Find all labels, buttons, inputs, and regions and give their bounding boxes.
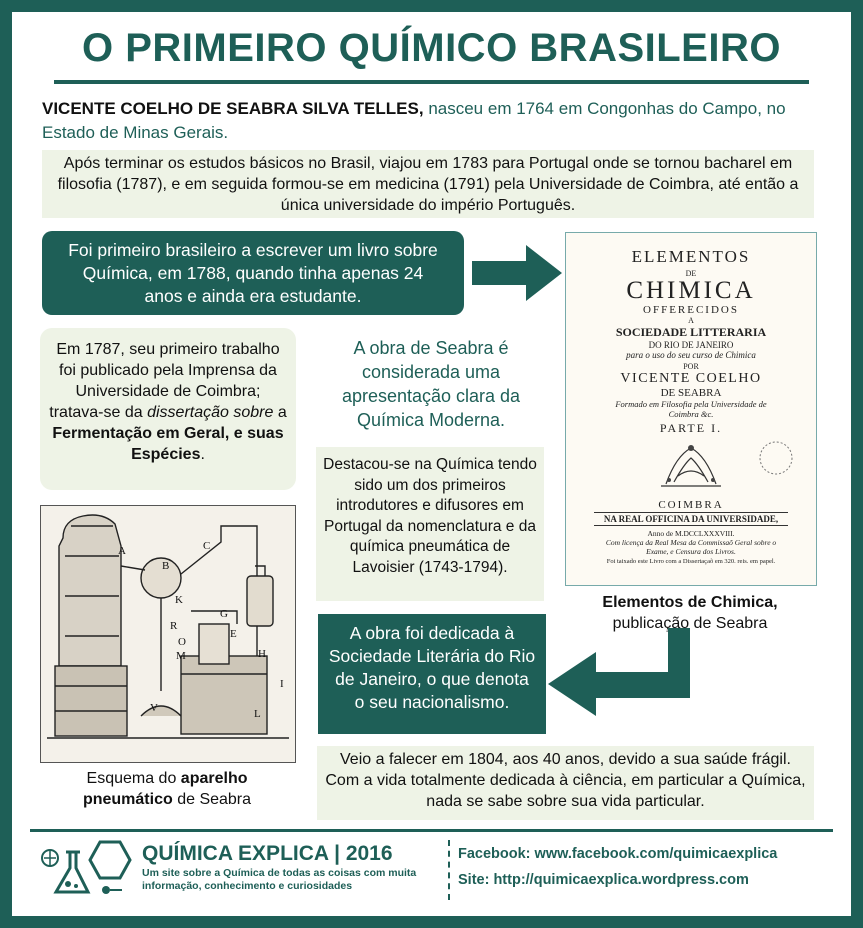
dedication-text: A obra foi dedicada à Sociedade Literária do Rio de Janeiro, o que denota o seu nacionalismo.	[328, 623, 536, 712]
first-work-box	[40, 328, 296, 490]
apparatus-caption-text: Esquema do	[86, 770, 181, 787]
book-line: Anno de M.DCCLXXXVIII.	[647, 529, 735, 538]
dedication-box	[318, 614, 546, 734]
first-book-box	[42, 231, 464, 315]
book-line: NA REAL OFFICINA DA UNIVERSIDADE,	[594, 512, 788, 526]
first-work-bold: Fermentação em Geral, e suas Espécies	[52, 425, 284, 463]
apparatus-label: V	[150, 702, 158, 714]
quimica-explica-logo-icon	[40, 838, 132, 900]
facebook-link[interactable]: Facebook: www.facebook.com/quimicaexplica	[458, 846, 778, 862]
first-work-text-2: a	[273, 404, 287, 421]
stamp-icon	[760, 442, 792, 474]
apparatus-label: E	[230, 628, 237, 640]
footer-tagline: Um site sobre a Química de todas as coisas com muita informação, conhecimento e curiosidades	[142, 867, 417, 892]
intro-rest: nasceu em 1764 em Congonhas do Campo, no Estado de Minas Gerais.	[42, 99, 786, 142]
book-line: POR	[683, 362, 699, 371]
first-work-text-3: .	[200, 446, 205, 463]
apparatus-label: C	[203, 540, 211, 552]
footer-divider	[448, 840, 450, 900]
book-line: A	[688, 316, 694, 325]
lavoisier-box	[316, 447, 544, 601]
book-line: para o uso do seu curso de Chimica	[626, 350, 756, 360]
book-caption-title: Elementos de Chimica,	[602, 594, 778, 611]
arrow-right-icon	[472, 245, 562, 301]
death-box	[317, 746, 814, 820]
apparatus-label: A	[118, 545, 126, 557]
modern-chemistry-text: A obra de Seabra é considerada uma apresentação clara da Química Moderna.	[341, 338, 521, 430]
apparatus-label: R	[170, 620, 178, 632]
book-line: VICENTE COELHO	[620, 371, 762, 386]
book-line: CHIMICA	[626, 277, 756, 304]
apparatus-label: G	[220, 608, 228, 620]
first-work-italic: dissertação sobre	[147, 404, 274, 421]
book-line: Exame, e Censura dos Livros.	[646, 547, 736, 556]
book-line: SOCIEDADE LITTERARIA	[615, 325, 767, 339]
book-line: OFFERECIDOS	[643, 304, 739, 316]
apparatus-caption	[40, 768, 294, 810]
apparatus-drawing	[41, 506, 295, 762]
site-link[interactable]: Site: http://quimicaexplica.wordpress.com	[458, 872, 749, 888]
book-line: DO RIO DE JANEIRO	[648, 340, 734, 350]
apparatus-label: O	[178, 636, 186, 648]
apparatus-caption-bold: aparelho pneumático	[82, 770, 248, 808]
book-caption-rest: publicação de Seabra	[612, 615, 768, 632]
book-line: Com licença da Real Mesa da Commissaõ Geral sobre o	[605, 538, 777, 547]
book-line: Coimbra &c.	[668, 409, 714, 419]
footer-rule	[30, 829, 833, 832]
title-underline	[54, 80, 809, 84]
book-line: DE SEABRA	[660, 387, 722, 399]
death-text: Veio a falecer em 1804, aos 40 anos, devido a sua saúde frágil. Com a vida totalmente dedicada à ciência, em particular a Química, nada se sabe sobre sua vida particular.	[325, 751, 806, 810]
book-line: Foi taixado este Livro com a Dissertaçaõ em 320. reis. em papel.	[606, 558, 776, 565]
studies-box	[42, 150, 814, 218]
intro-text	[42, 97, 832, 145]
intro-name: VICENTE COELHO DE SEABRA SILVA TELLES,	[42, 99, 424, 118]
arrow-elbow-icon	[548, 628, 708, 718]
apparatus-label: B	[162, 560, 170, 572]
book-line: ELEMENTOS	[631, 247, 751, 266]
apparatus-label: K	[175, 594, 183, 606]
apparatus-label: M	[176, 650, 186, 662]
book-line: DE	[685, 269, 697, 278]
pneumatic-apparatus-illustration	[40, 505, 296, 763]
book-title-page	[565, 232, 817, 586]
first-book-text: Foi primeiro brasileiro a escrever um livro sobre Química, em 1788, quando tinha apenas 24 anos e ainda era estudante.	[68, 240, 438, 306]
book-line: PARTE I.	[659, 421, 723, 435]
book-ornament	[566, 436, 816, 494]
book-line: Formado em Filosofia pela Universidade de	[615, 399, 767, 409]
first-work-text: Em 1787, seu primeiro trabalho foi publicado pela Imprensa da Universidade de Coimbra; tratava-se da	[49, 341, 280, 421]
studies-text: Após terminar os estudos básicos no Brasil, viajou em 1783 para Portugal onde se tornou bacharel em filosofia (1787), e em seguida formou-se em medicina (1791) pela Universidade de Coimbra, até então a única universidade do império Português.	[57, 155, 799, 214]
apparatus-caption-text-2: de Seabra	[172, 791, 252, 808]
footer-brand: QUÍMICA EXPLICA | 2016	[142, 842, 393, 865]
page-title: O PRIMEIRO QUÍMICO BRASILEIRO	[82, 26, 781, 70]
apparatus-label: I	[280, 678, 284, 690]
apparatus-label: L	[254, 708, 261, 720]
apparatus-label: H	[258, 648, 266, 660]
lavoisier-text: Destacou-se na Química tendo sido um dos primeiros introdutores e difusores em Portugal da nomenclatura e da química pneumática de Lavoisier (1743-1794).	[323, 456, 537, 576]
book-line: COIMBRA	[658, 499, 724, 511]
